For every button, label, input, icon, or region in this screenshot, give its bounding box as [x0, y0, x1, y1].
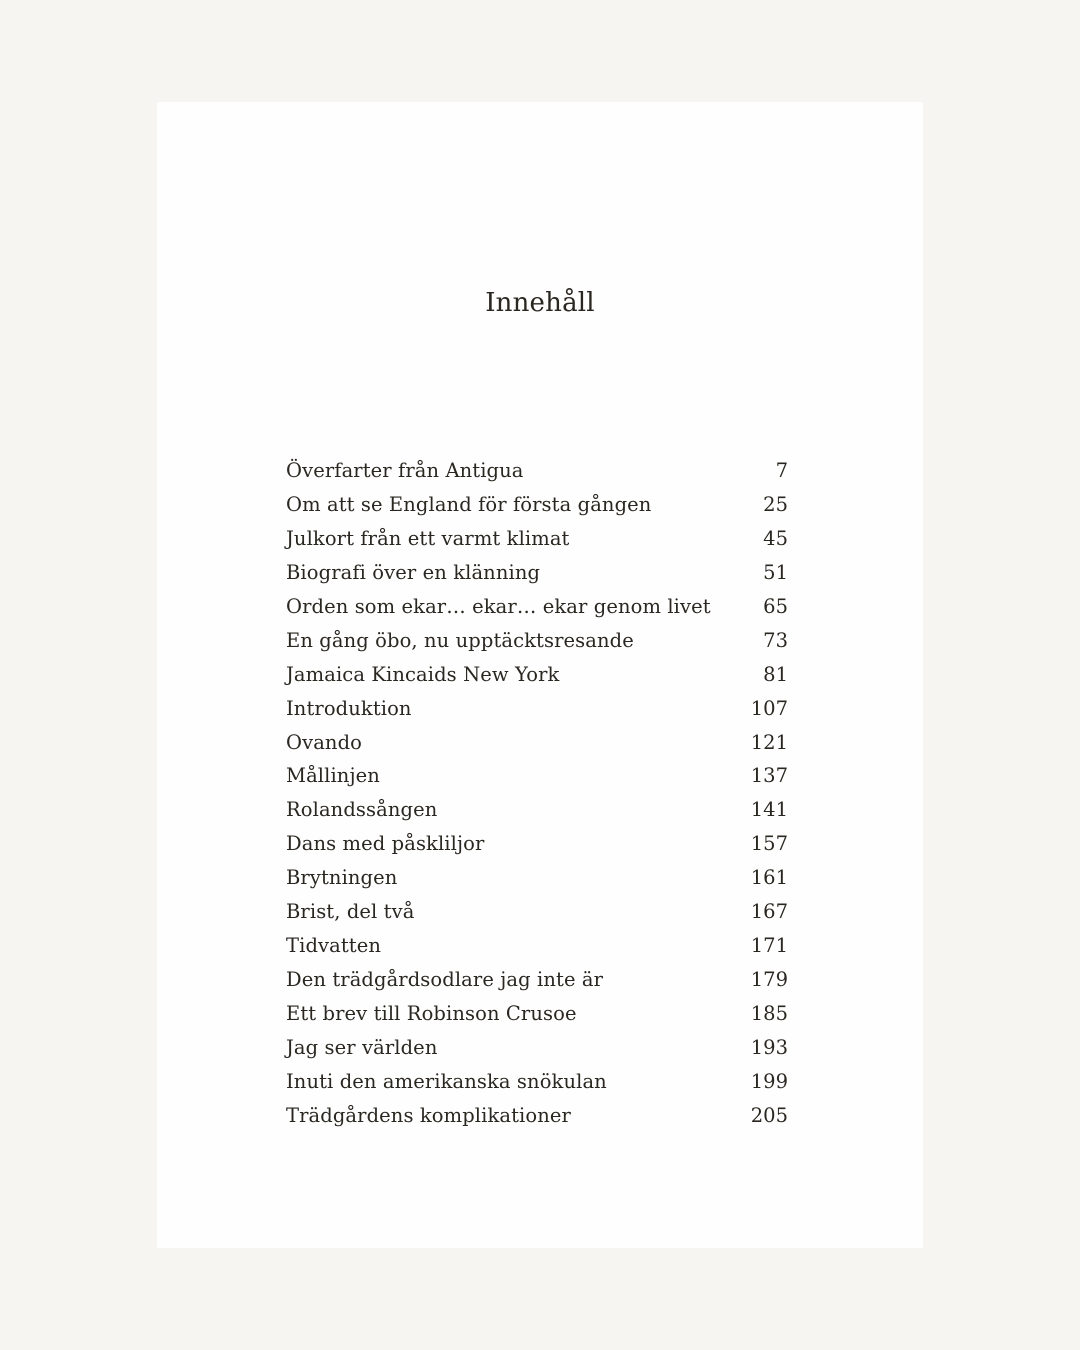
toc-entry-page: 73: [763, 628, 788, 652]
page-title: Innehåll: [485, 288, 595, 318]
toc-entry-title: Biografi över en klänning: [286, 560, 541, 584]
toc-entry: [286, 866, 788, 900]
toc-entry: [286, 527, 788, 561]
toc-entry-page: 65: [763, 594, 788, 618]
toc-entry-page: 205: [750, 1103, 788, 1127]
toc-entry-title: Brist, del två: [286, 900, 415, 924]
toc-entry-page: 25: [763, 492, 788, 516]
toc-entry-page: 45: [763, 526, 788, 550]
toc-entry: [286, 934, 788, 968]
toc-entry-page: 121: [750, 730, 788, 754]
toc-entry: [286, 1070, 788, 1104]
toc-entry: [286, 629, 788, 663]
toc-entry-title: Jamaica Kincaids New York: [286, 662, 560, 686]
toc-entry: [286, 663, 788, 697]
toc-entry-page: 137: [750, 764, 788, 788]
toc-entry-title: Inuti den amerikanska snökulan: [286, 1069, 607, 1093]
toc-entry: [286, 493, 788, 527]
toc-entry: [286, 731, 788, 765]
toc-entry: [286, 798, 788, 832]
toc-entry-page: 157: [750, 832, 788, 856]
toc-entry-title: Julkort från ett varmt klimat: [286, 526, 570, 550]
toc-entry-title: Rolandssången: [286, 798, 438, 822]
toc-entry-page: 171: [750, 934, 788, 958]
toc-entry-title: Dans med påskliljor: [286, 832, 485, 856]
toc-entry-title: Ett brev till Robinson Crusoe: [286, 1002, 577, 1025]
toc-entry-page: 167: [750, 900, 788, 924]
toc-entry-page: 51: [763, 560, 788, 584]
toc-entry: [286, 1002, 788, 1036]
toc-entry-title: Överfarter från Antigua: [286, 459, 524, 482]
toc-entry: [286, 459, 788, 493]
toc-entry-title: Jag ser världen: [286, 1035, 438, 1059]
toc-entry-page: 81: [763, 662, 788, 686]
toc-entry-page: 107: [750, 696, 788, 720]
toc-entry-title: Brytningen: [286, 866, 398, 890]
toc-entry: [286, 697, 788, 731]
toc-entry: [286, 900, 788, 934]
toc-entry: [286, 561, 788, 595]
toc-entry-page: 193: [750, 1035, 788, 1059]
toc-entry-title: Om att se England för första gången: [286, 492, 652, 516]
toc-entry-page: 185: [750, 1002, 788, 1025]
toc-entry-title: Tidvatten: [286, 934, 382, 958]
toc-entry-title: En gång öbo, nu upptäcktsresande: [286, 628, 634, 652]
toc-entry-page: 199: [750, 1069, 788, 1093]
table-of-contents: [286, 459, 788, 1138]
toc-entry-page: 161: [750, 866, 788, 890]
toc-entry: [286, 764, 788, 798]
book-page: [157, 102, 923, 1248]
toc-entry-title: Ovando: [286, 730, 363, 754]
toc-entry-title: Mållinjen: [286, 764, 380, 788]
toc-entry-page: 179: [750, 968, 788, 992]
toc-entry-title: Trädgårdens komplikationer: [286, 1103, 571, 1127]
toc-entry: [286, 1036, 788, 1070]
toc-entry: [286, 595, 788, 629]
toc-entry: [286, 1104, 788, 1138]
toc-entry-page: 141: [750, 798, 788, 822]
toc-entry-title: Orden som ekar… ekar… ekar genom livet: [286, 594, 711, 618]
toc-entry-title: Den trädgårdsodlare jag inte är: [286, 968, 604, 992]
toc-entry: [286, 832, 788, 866]
toc-entry: [286, 968, 788, 1002]
toc-entry-page: 7: [775, 459, 788, 482]
toc-entry-title: Introduktion: [286, 696, 412, 720]
